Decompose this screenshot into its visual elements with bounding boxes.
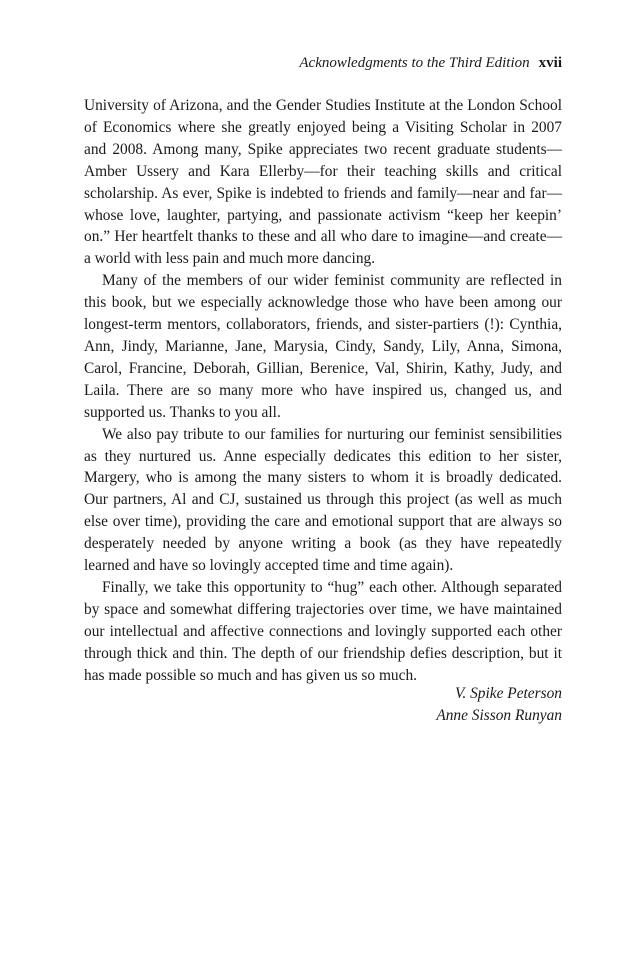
signature-author: V. Spike Peterson — [455, 685, 562, 702]
paragraph: Many of the members of our wider feminist community are reflected in this book, but we especially acknowledge those who have been among our longest-term mentors, collaborators, friends, and sister-partiers (!): Cynthia, Ann, Jindy, Marianne, Jane, Marysia, Cindy, Sandy, Lily, Anna, Simona, Carol, Francine, Deborah, Gillian, Berenice, Val, Shirin, Kathy, Judy, and Laila. There are so many more who have inspired us, changed us, and supported us. Thanks to you all. — [84, 272, 562, 421]
running-head — [299, 53, 562, 73]
paragraph: University of Arizona, and the Gender Studies Institute at the London School of Economics where she greatly enjoyed being a Visiting Scholar in 2007 and 2008. Among many, Spike appreciates two recent graduate students—Amber Ussery and Kara Ellerby—for their teaching skills and critical scholarship. As ever, Spike is indebted to friends and family—near and far—whose love, laughter, partying, and passionate activism “keep her keepin’ on.” Her heartfelt thanks to these and all who dare to imagine—and create—a world with less pain and much more dancing. — [84, 97, 562, 268]
page-number: xvii — [538, 55, 562, 71]
signature-block — [436, 683, 562, 727]
signature-author: Anne Sisson Runyan — [436, 707, 562, 724]
running-head-title: Acknowledgments to the Third Edition — [299, 55, 530, 71]
body-text — [84, 95, 562, 686]
paragraph: Finally, we take this opportunity to “hug” each other. Although separated by space and somewhat differing trajectories over time, we have maintained our intellectual and affective connections and lovingly supported each other through thick and thin. The depth of our friendship defies description, but it has made possible so much and has given us so much. — [84, 578, 562, 684]
paragraph: We also pay tribute to our families for nurturing our feminist sensibilities as they nurtured us. Anne especially dedicates this edition to her sister, Margery, who is among the many sisters to whom it is broadly dedicated. Our partners, Al and CJ, sustained us through this project (as well as much else over time), providing the care and emotional support that are always so desperately needed by anyone writing a book (as they have repeatedly learned and have so lovingly accepted time and time again). — [84, 425, 562, 575]
